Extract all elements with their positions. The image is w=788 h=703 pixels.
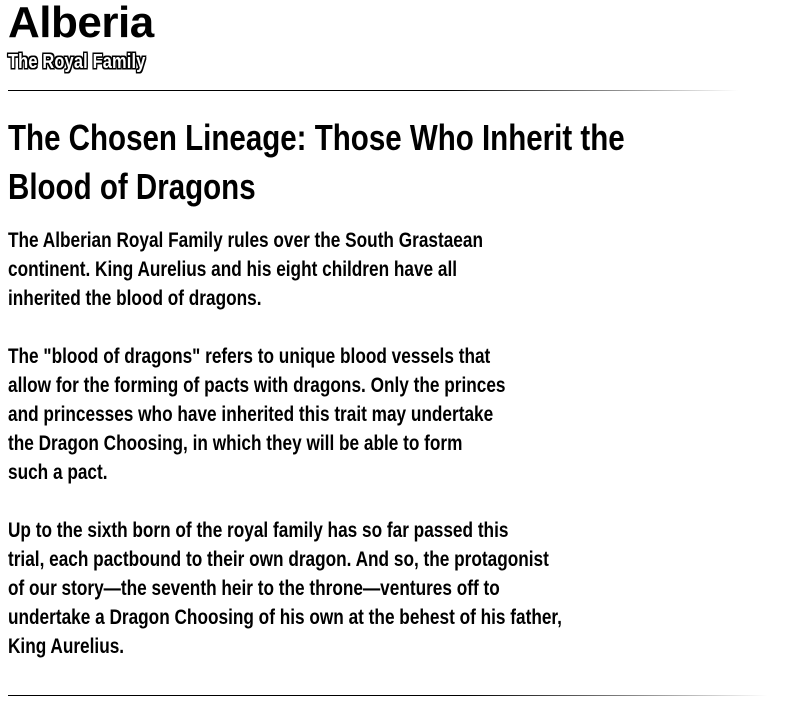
paragraph-blood-of-dragons: The "blood of dragons" refers to unique blood vessels that allow for the forming of pacts with dragons. Only the princes and princesses who have inherited this trait may undertake the Dragon Choosing, in which they will be able to form such a pact. (8, 345, 506, 484)
top-divider (8, 90, 738, 91)
bottom-divider (8, 695, 768, 696)
paragraph-intro: The Alberian Royal Family rules over the South Grastaean continent. King Aurelius and his eight children have all inherited the blood of dragons. (8, 229, 483, 310)
article-body (8, 226, 631, 690)
paragraph-protagonist: Up to the sixth born of the royal family has so far passed this trial, each pactbound to their own dragon. And so, the protagonist of our story—the seventh heir to the throne—ventures off to undertake a Dragon Choosing of his own at the behest of his father, King Aurelius. (8, 519, 562, 658)
site-title: Alberia (8, 0, 154, 47)
page-header (8, 0, 778, 74)
article-heading: The Chosen Lineage: Those Who Inherit the Blood of Dragons (8, 117, 625, 207)
section-subtitle: The Royal Family (8, 51, 146, 73)
